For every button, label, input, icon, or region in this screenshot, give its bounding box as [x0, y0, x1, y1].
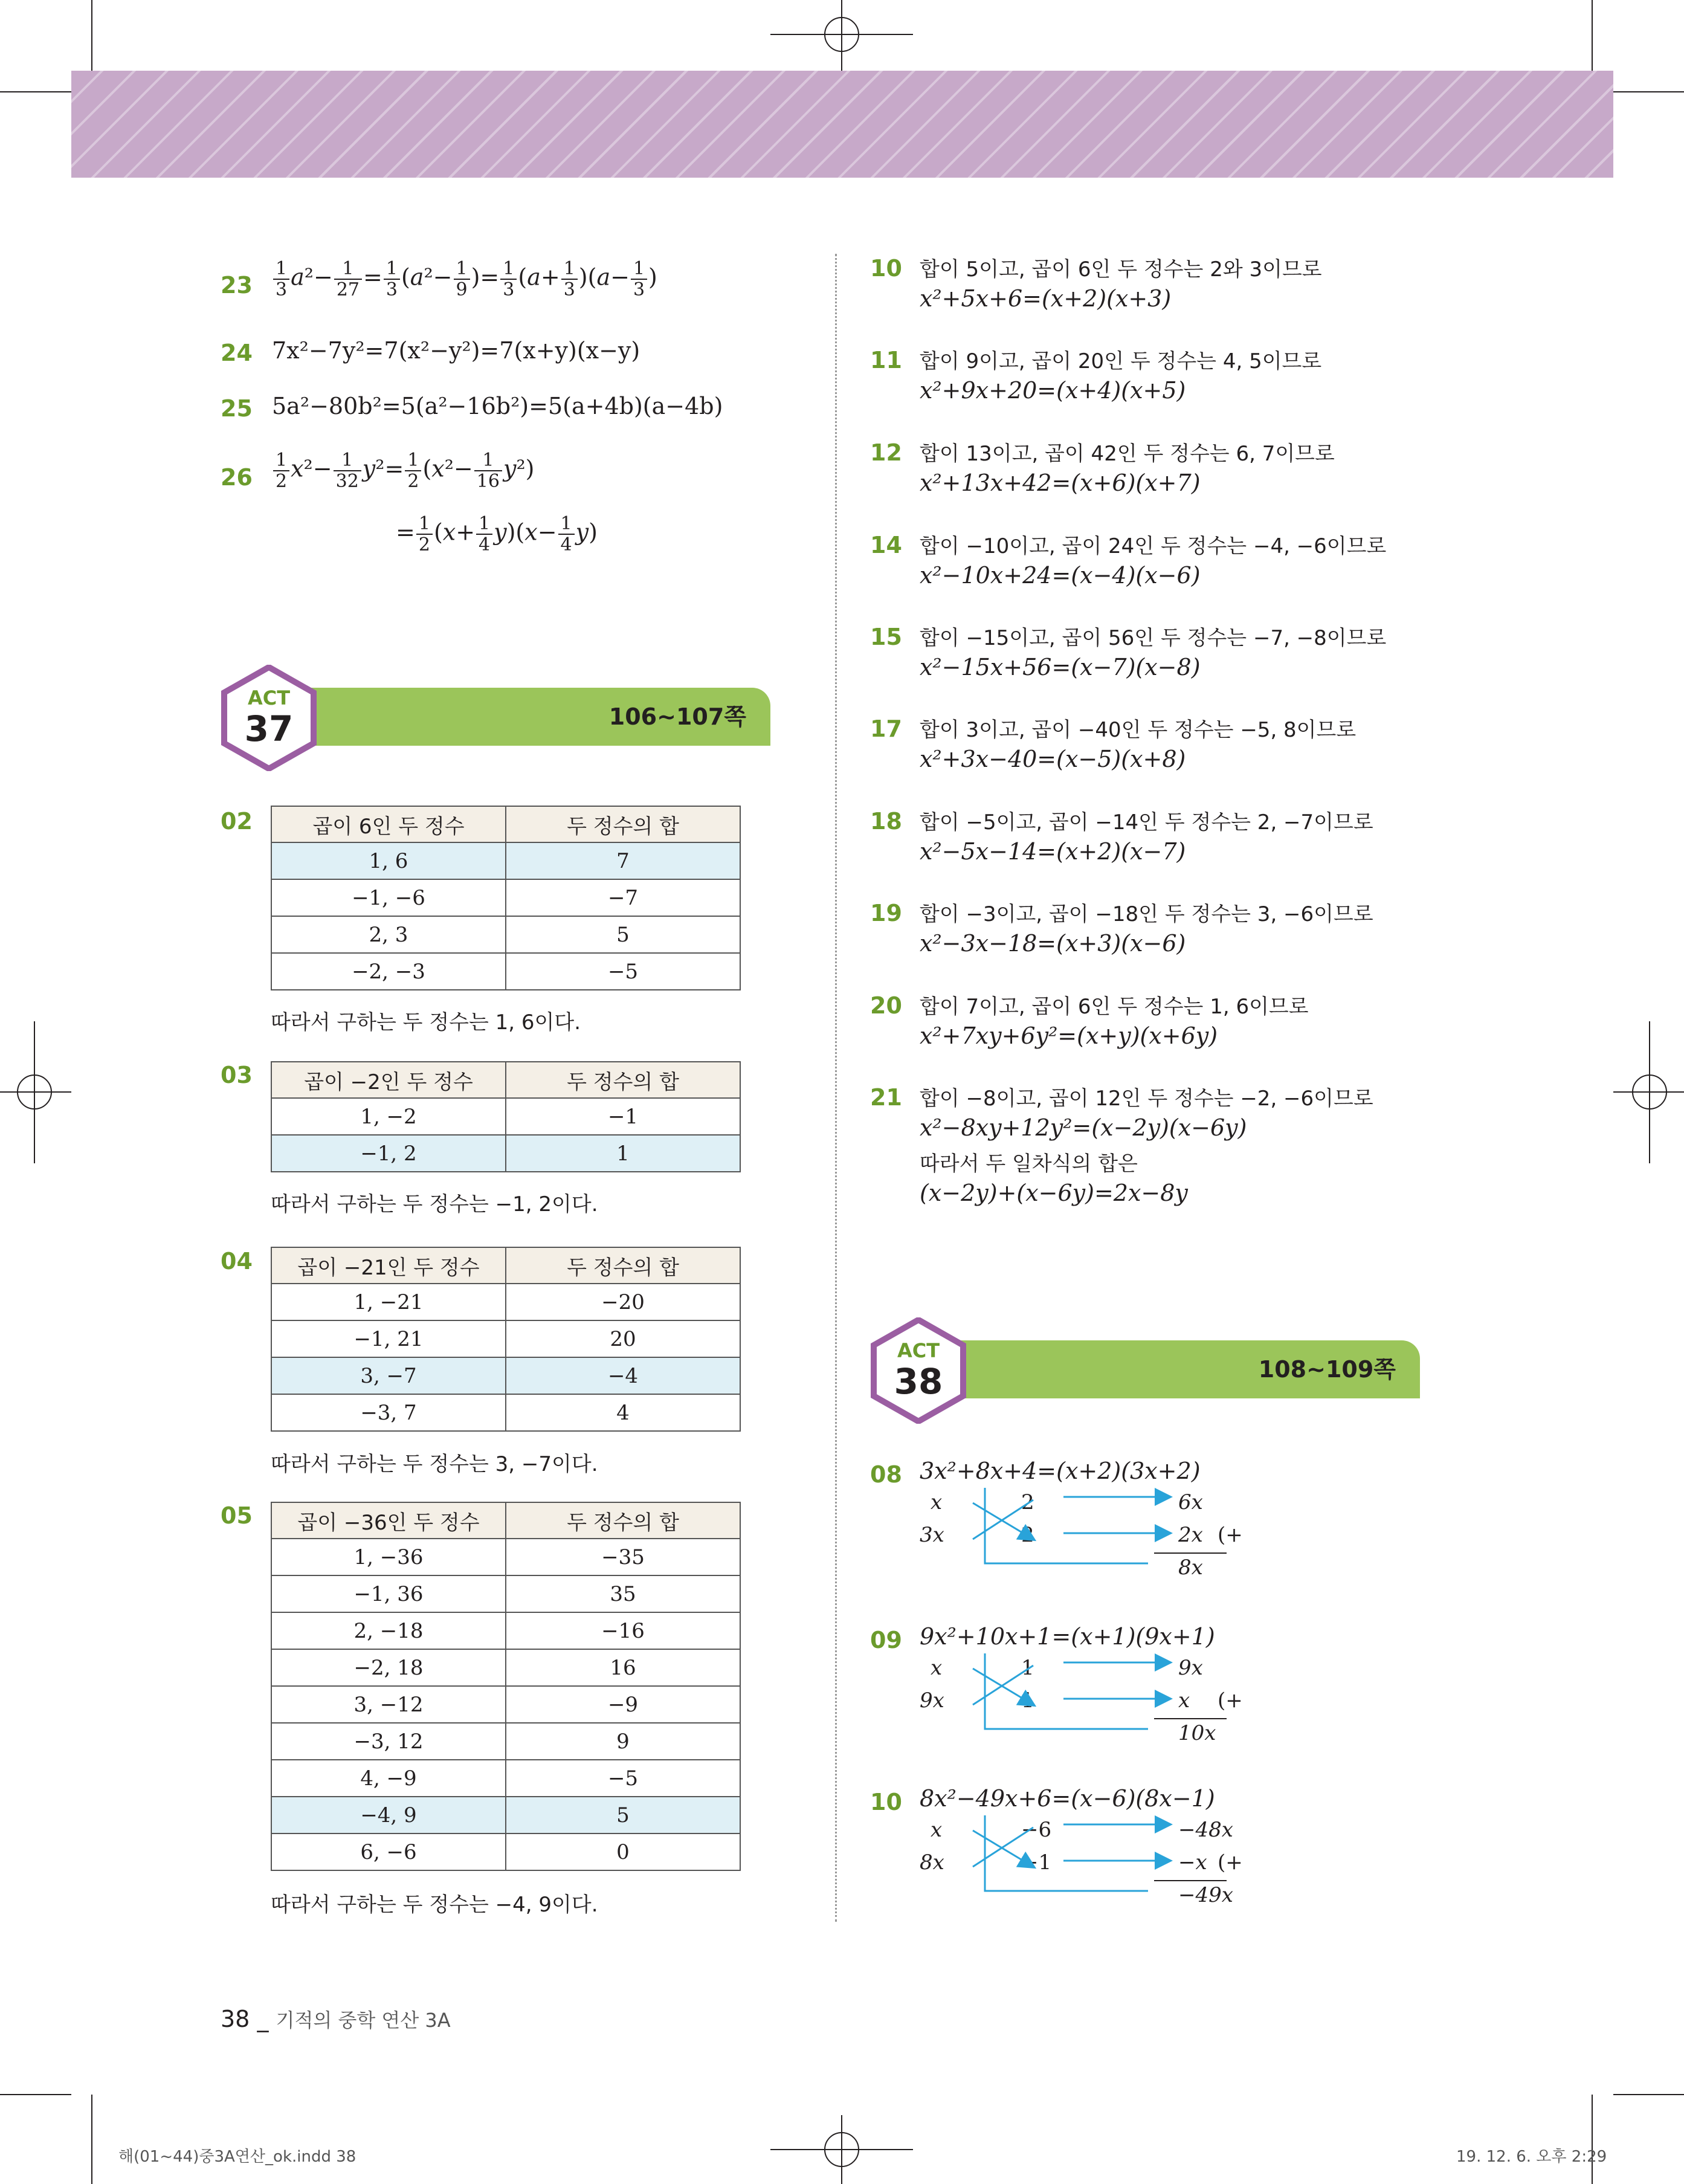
column-divider [835, 254, 837, 1922]
cross-arrows [943, 1647, 1257, 1762]
table-header: 곱이 −21인 두 정수 [271, 1247, 506, 1284]
explanation-text: 합이 −8이고, 곱이 12인 두 정수는 −2, −6이므로 [920, 1087, 1373, 1111]
factored-equation: (x−2y)+(x−6y)=2x−8y [920, 1180, 1188, 1206]
cross-right-top: −6 [1021, 1818, 1052, 1842]
print-stamp: 19. 12. 6. 오후 2:29 [1456, 2148, 1607, 2166]
factored-equation: 9x²+10x+1=(x+1)(9x+1) [920, 1623, 1215, 1650]
factored-equation: 3x²+8x+4=(x+2)(3x+2) [920, 1458, 1201, 1484]
table-row: −2, 18 16 [271, 1649, 740, 1686]
table-row: 6, −6 0 [271, 1833, 740, 1870]
answer-note: 따라서 구하는 두 정수는 3, −7이다. [271, 1452, 598, 1476]
act-label: ACT [247, 687, 291, 709]
explanation-text: 합이 −5이고, 곱이 −14인 두 정수는 2, −7이므로 [920, 810, 1373, 835]
table-row: 4, −9 −5 [271, 1760, 740, 1797]
problem-23-equation: $\frac{1}{3}$ a²− $\frac{1}{27}$ = $\frac{1}{3}$ (a²− $\frac{1}{9}$ )= $\frac{1}{3}$ (a+ $\frac{1}{3}$ )(a− $\frac{1}{3}$ ) [272, 259, 657, 300]
cross-right-top: 1 [1021, 1656, 1034, 1680]
explanation-text: 합이 −15이고, 곱이 56인 두 정수는 −7, −8이므로 [920, 626, 1387, 650]
table-row: −1, −6 −7 [271, 879, 740, 916]
answer-note: 따라서 구하는 두 정수는 −4, 9이다. [271, 1893, 598, 1917]
problem-number: 04 [221, 1248, 253, 1275]
table-row: 1, 6 7 [271, 842, 740, 879]
integer-table [271, 1247, 741, 1432]
answer-note: 따라서 구하는 두 정수는 1, 6이다. [271, 1010, 581, 1035]
problem-25-equation: 5a²−80b²=5(a²−16b²)=5(a+4b)(a−4b) [272, 393, 723, 419]
factored-equation: x²+9x+20=(x+4)(x+5) [920, 377, 1186, 404]
table-header: 두 정수의 합 [506, 1502, 740, 1539]
problem-number: 15 [870, 624, 902, 650]
explanation-text: 합이 7이고, 곱이 6인 두 정수는 1, 6이므로 [920, 995, 1309, 1019]
table-row: 2, −18 −16 [271, 1612, 740, 1649]
table-row: −4, 9 5 [271, 1797, 740, 1833]
factored-equation: x²+3x−40=(x−5)(x+8) [920, 746, 1186, 772]
problem-number: 25 [221, 395, 253, 422]
factored-equation: x²+13x+42=(x+6)(x+7) [920, 470, 1201, 496]
cross-right-bottom: 2 [1021, 1523, 1034, 1547]
factored-equation: 8x²−49x+6=(x−6)(8x−1) [920, 1785, 1215, 1812]
explanation-text: 합이 9이고, 곱이 20인 두 정수는 4, 5이므로 [920, 349, 1322, 373]
act-label: ACT [897, 1339, 940, 1362]
explanation-text: 합이 5이고, 곱이 6인 두 정수는 2와 3이므로 [920, 257, 1322, 282]
act-hexagon [221, 665, 317, 771]
problem-number: 19 [870, 900, 902, 926]
explanation-text: 따라서 두 일차식의 합은 [920, 1152, 1138, 1176]
cross-sum: 10x [1178, 1721, 1216, 1745]
table-header: 곱이 −36인 두 정수 [271, 1502, 506, 1539]
problem-26-equation-line2: = $\frac{1}{2}$ (x+ $\frac{1}{4}$ y)(x− $\frac{1}{4}$ y) [396, 513, 598, 555]
cross-left-top: x [931, 1490, 943, 1514]
problem-number: 05 [221, 1502, 253, 1529]
act-bar [287, 688, 770, 746]
problem-number: 02 [221, 808, 253, 835]
table-header: 곱이 −2인 두 정수 [271, 1062, 506, 1098]
cross-product-top: −48x [1178, 1818, 1233, 1842]
header-banner [71, 71, 1613, 178]
plus-sign: (+ [1218, 1688, 1243, 1713]
cross-right-bottom: −1 [1021, 1850, 1052, 1875]
table-row: −1, 2 1 [271, 1135, 740, 1172]
factored-equation: x²−5x−14=(x+2)(x−7) [920, 838, 1186, 865]
factored-equation: x²+5x+6=(x+2)(x+3) [920, 285, 1172, 312]
problem-number: 14 [870, 532, 902, 558]
cross-product-bottom: 2x [1178, 1523, 1203, 1547]
table-row: 3, −12 −9 [271, 1686, 740, 1723]
factored-equation: x²−10x+24=(x−4)(x−6) [920, 562, 1201, 589]
table-row: −2, −3 −5 [271, 953, 740, 990]
book-title: 기적의 중학 연산 3A [276, 2009, 451, 2032]
explanation-text: 합이 −10이고, 곱이 24인 두 정수는 −4, −6이므로 [920, 534, 1387, 558]
problem-number: 11 [870, 347, 902, 373]
act-number: 38 [894, 1361, 943, 1402]
cross-left-bottom: 8x [920, 1850, 944, 1875]
problem-number: 21 [870, 1084, 902, 1111]
cross-product-top: 6x [1178, 1490, 1203, 1514]
cross-left-top: x [931, 1656, 943, 1680]
factored-equation: x²−8xy+12y²=(x−2y)(x−6y) [920, 1114, 1247, 1141]
cross-product-bottom: −x [1178, 1850, 1207, 1875]
table-header: 곱이 6인 두 정수 [271, 806, 506, 842]
cross-product-top: 9x [1178, 1656, 1203, 1680]
table-row: 1, −2 −1 [271, 1098, 740, 1135]
answer-note: 따라서 구하는 두 정수는 −1, 2이다. [271, 1192, 598, 1216]
cross-right-bottom: 1 [1021, 1688, 1034, 1713]
problem-number: 12 [870, 439, 902, 466]
table-row: 1, −36 −35 [271, 1539, 740, 1575]
act-hexagon [870, 1317, 967, 1424]
act-pages: 106~107쪽 [608, 703, 746, 730]
table-row: 1, −21 −20 [271, 1284, 740, 1320]
problem-number: 08 [870, 1461, 902, 1488]
factored-equation: x²−3x−18=(x+3)(x−6) [920, 930, 1186, 957]
page-number: 38 [221, 2006, 250, 2032]
cross-arrows [943, 1482, 1257, 1597]
table-row: −1, 36 35 [271, 1575, 740, 1612]
act-bar [937, 1340, 1420, 1398]
problem-number: 17 [870, 716, 902, 742]
problem-number: 18 [870, 808, 902, 835]
problem-26-equation-line1: $\frac{1}{2}$ x²− $\frac{1}{32}$ y²= $\frac{1}{2}$ (x²− $\frac{1}{16}$ y²) [272, 450, 535, 491]
problem-number: 10 [870, 255, 902, 282]
cross-sum: 8x [1178, 1556, 1203, 1580]
act-38-header [870, 1317, 1450, 1424]
table-row: −3, 12 9 [271, 1723, 740, 1760]
problem-number: 20 [870, 992, 902, 1019]
table-header: 두 정수의 합 [506, 1062, 740, 1098]
cross-right-top: 2 [1021, 1490, 1034, 1514]
table-row: −1, 21 20 [271, 1320, 740, 1357]
plus-sign: (+ [1218, 1850, 1243, 1875]
act-37-header [221, 665, 801, 771]
explanation-text: 합이 −3이고, 곱이 −18인 두 정수는 3, −6이므로 [920, 902, 1373, 926]
table-header: 두 정수의 합 [506, 1247, 740, 1284]
problem-number: 26 [221, 464, 253, 491]
cross-arrows [943, 1809, 1257, 1924]
problem-number: 23 [221, 272, 253, 299]
integer-table [271, 1061, 741, 1172]
explanation-text: 합이 3이고, 곱이 −40인 두 정수는 −5, 8이므로 [920, 718, 1357, 742]
factored-equation: x²+7xy+6y²=(x+y)(x+6y) [920, 1023, 1218, 1049]
table-row: 3, −7 −4 [271, 1357, 740, 1394]
table-row: −3, 7 4 [271, 1394, 740, 1431]
problem-number: 10 [870, 1789, 902, 1815]
plus-sign: (+ [1218, 1523, 1243, 1547]
problem-24-equation: 7x²−7y²=7(x²−y²)=7(x+y)(x−y) [272, 337, 640, 364]
problem-number: 09 [870, 1627, 902, 1653]
explanation-text: 합이 13이고, 곱이 42인 두 정수는 6, 7이므로 [920, 442, 1335, 466]
cross-left-bottom: 9x [920, 1688, 944, 1713]
integer-table [271, 806, 741, 990]
page-footer: 38 _ 기적의 중학 연산 3A [221, 2006, 451, 2032]
act-pages: 108~109쪽 [1258, 1356, 1396, 1383]
problem-number: 24 [221, 340, 253, 366]
cross-left-bottom: 3x [920, 1523, 944, 1547]
table-header: 두 정수의 합 [506, 806, 740, 842]
problem-number: 03 [221, 1062, 253, 1088]
integer-table [271, 1502, 741, 1871]
cross-left-top: x [931, 1818, 943, 1842]
file-name: 해(01~44)중3A연산_ok.indd 38 [118, 2148, 356, 2166]
act-number: 37 [244, 708, 294, 749]
table-row: 2, 3 5 [271, 916, 740, 953]
factored-equation: x²−15x+56=(x−7)(x−8) [920, 654, 1201, 680]
cross-product-bottom: x [1178, 1688, 1190, 1713]
cross-sum: −49x [1178, 1883, 1233, 1907]
